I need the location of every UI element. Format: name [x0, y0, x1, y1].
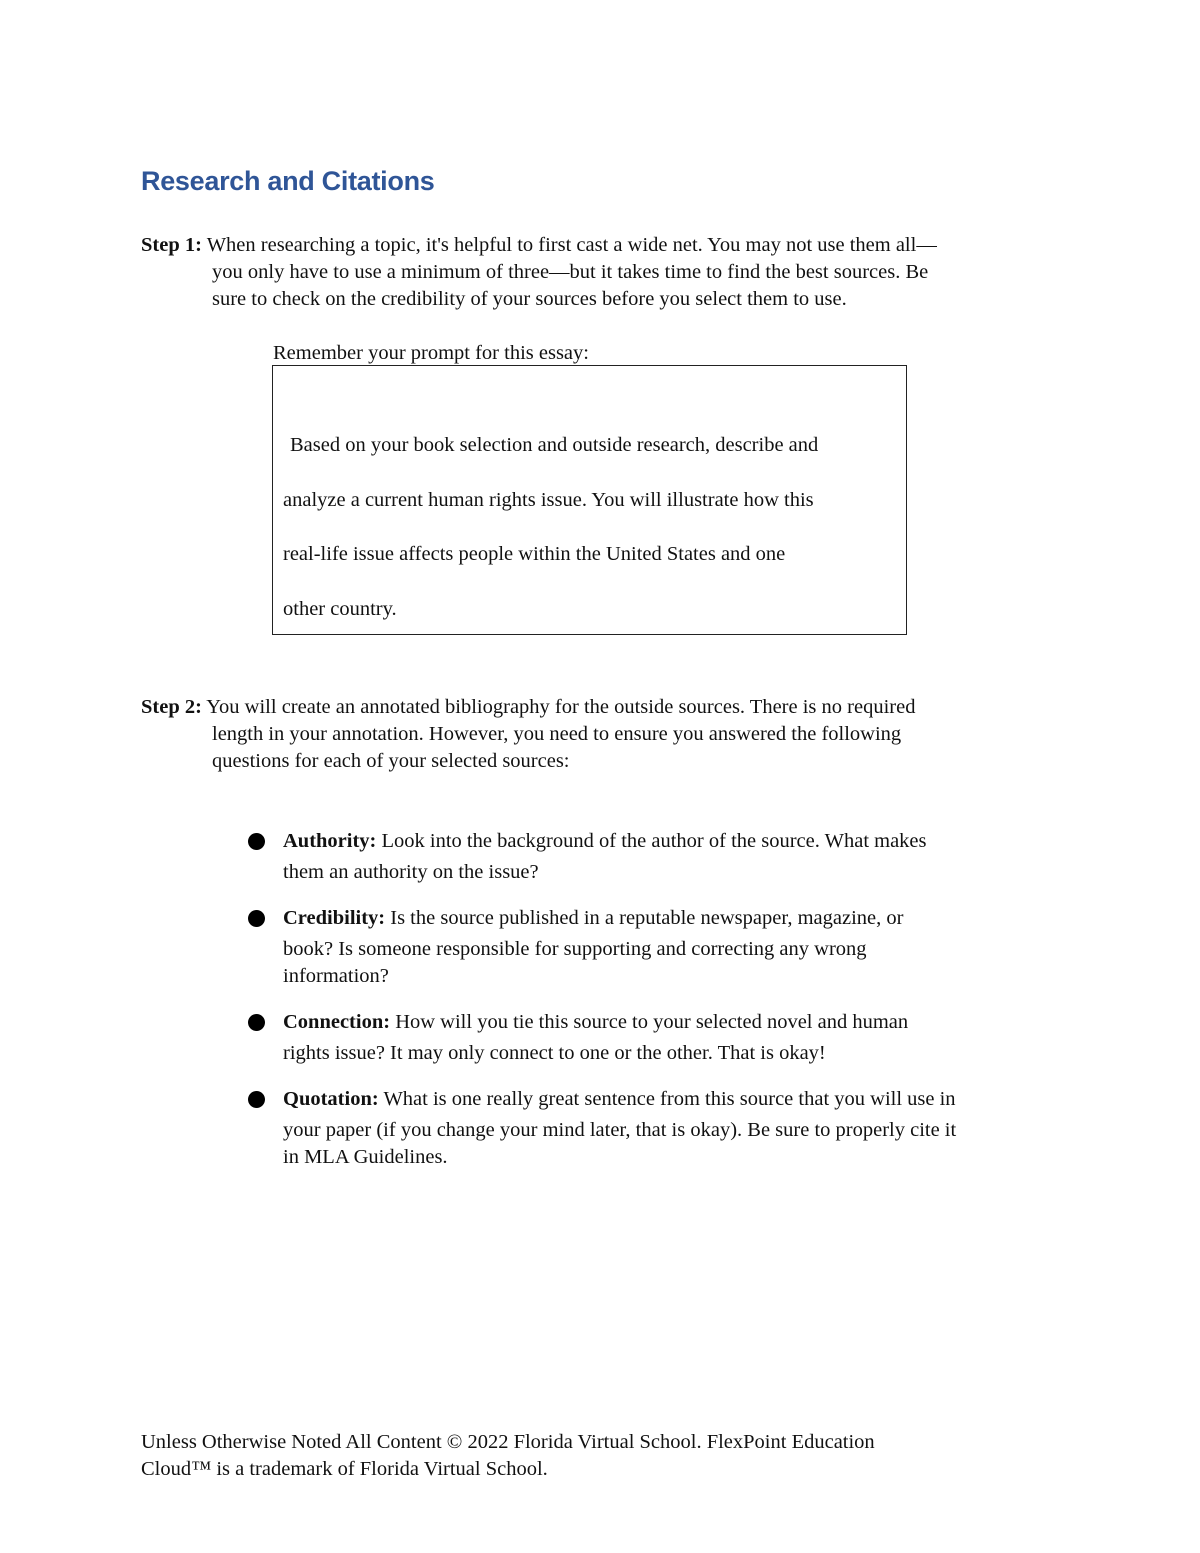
step-1-line-2: you only have to use a minimum of three—but it takes time to find the best sources. Be: [212, 261, 929, 283]
list-item-connection: [248, 1005, 1068, 1067]
list-item-line-1: [283, 1005, 1068, 1040]
list-item-continuation: information?: [283, 965, 389, 987]
prompt-line-4: other country.: [283, 597, 397, 620]
prompt-line-3: real-life issue affects people within the United States and one: [283, 543, 786, 565]
step-1-line-3: sure to check on the credibility of your sources before you select them to use.: [212, 288, 847, 310]
prompt-label: Remember your prompt for this essay:: [273, 342, 589, 364]
list-item-authority: [248, 824, 1068, 886]
footer-line-2: Cloud™ is a trademark of Florida Virtual School.: [141, 1458, 548, 1480]
list-item-text: Look into the background of the author of the source. What makes: [376, 830, 927, 852]
list-item-term: Connection:: [283, 1011, 391, 1033]
bullet-dot-icon: [248, 1091, 265, 1108]
list-item-text: What is one really great sentence from this source that you will use in: [378, 1088, 956, 1110]
list-item-line-1: [283, 1082, 1068, 1117]
page-title: Research and Citations: [141, 166, 435, 196]
list-item-text: How will you tie this source to your selected novel and human: [390, 1011, 909, 1033]
bullet-dot-icon: [248, 910, 265, 927]
list-item-continuation: in MLA Guidelines.: [283, 1146, 448, 1168]
bullet-dot-icon: [248, 1014, 265, 1031]
list-item-term: Credibility:: [283, 907, 386, 929]
footer-line-1: Unless Otherwise Noted All Content © 2022 Florida Virtual School. FlexPoint Education: [141, 1431, 875, 1453]
step-1-line-1: [141, 232, 1071, 259]
list-item-continuation: book? Is someone responsible for supporting and correcting any wrong: [283, 938, 867, 960]
question-list: [248, 824, 1068, 1186]
step-2-label: Step 2:: [141, 696, 202, 718]
bullet-dot-icon: [248, 833, 265, 850]
prompt-line-2: analyze a current human rights issue. You will illustrate how this: [283, 488, 814, 511]
prompt-line-1: Based on your book selection and outside research, describe and: [290, 434, 819, 456]
list-item-term: Authority:: [283, 830, 377, 852]
step-2-line-1: [141, 694, 1071, 721]
list-item-continuation: rights issue? It may only connect to one or the other. That is okay!: [283, 1042, 826, 1064]
list-item-text: Is the source published in a reputable newspaper, magazine, or: [385, 907, 904, 929]
prompt-text: [283, 418, 903, 636]
copyright-footer: [141, 1429, 1041, 1483]
list-item-term: Quotation:: [283, 1088, 379, 1110]
step-2-line-2: length in your annotation. However, you need to ensure you answered the following: [212, 723, 902, 745]
step-1-text-1: When researching a topic, it's helpful to first cast a wide net. You may not use them all—: [201, 234, 937, 256]
step-2-paragraph: [141, 694, 1071, 775]
list-item-continuation: them an authority on the issue?: [283, 861, 539, 883]
list-item-credibility: [248, 901, 1068, 990]
list-item-quotation: [248, 1082, 1068, 1171]
list-item-line-1: [283, 901, 1068, 936]
list-item-continuation: your paper (if you change your mind later, that is okay). Be sure to properly cite it: [283, 1119, 957, 1141]
step-2-line-3: questions for each of your selected sources:: [212, 750, 570, 772]
step-1-paragraph: [141, 232, 1071, 313]
list-item-line-1: [283, 824, 1068, 859]
step-1-label: Step 1:: [141, 234, 202, 256]
step-2-text-1: You will create an annotated bibliography for the outside sources. There is no required: [201, 696, 916, 718]
